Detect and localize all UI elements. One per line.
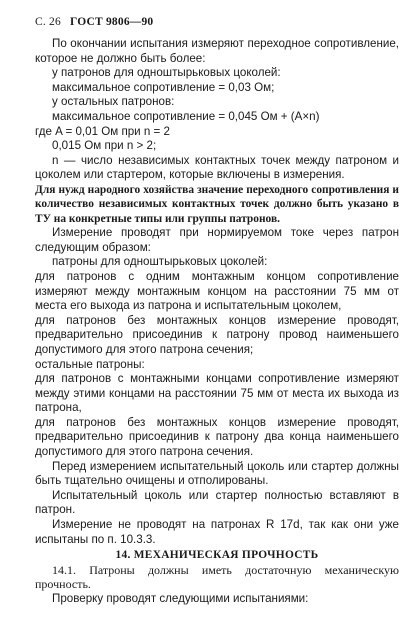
paragraph: для патронов с одним монтажным концом сопротивление измеряют между монтажным концом на расстоянии 75 мм от места его выхода из патрона и испытательным цоколем, <box>35 269 399 313</box>
paragraph: 14.1. Патроны должны иметь достаточную механическую прочность. <box>35 562 399 592</box>
paragraph: n — число независимых контактных точек между патроном и цоколем или стартером, которые включены в измерения. <box>35 153 399 182</box>
paragraph: для патронов без монтажных концов измерение проводят, предварительно присоединив к патрону два конца наименьшего допустимого для этого патрона сечения. <box>35 415 399 459</box>
section-heading: 14. МЕХАНИЧЕСКАЯ ПРОЧНОСТЬ <box>115 549 319 562</box>
paragraph: Перед измерением испытательный цоколь или стартер должны быть тщательно очищены и отполированы. <box>35 459 399 488</box>
paragraph: для патронов без монтажных концов измерение проводят, предварительно присоединив к патрону провод наименьшего допустимого для этого патрона сечения; <box>35 313 399 356</box>
paragraph: для патронов с монтажными концами сопротивление измеряют между этими концами на расстоянии 75 мм от места их выхода из патрона, <box>35 372 399 415</box>
page-number: С. 26 <box>35 16 61 28</box>
paragraph: остальные патроны: <box>35 357 145 371</box>
paragraph: Измерение не проводят на патронах R 17d, так как они уже испытаны по п. 10.3.3. <box>35 518 399 546</box>
paragraph: Испытательный цоколь или стартер полностью вставляют в патрон. <box>35 488 399 517</box>
paragraph: Измерение проводят при нормируемом токе через патрон следующим образом: <box>35 226 399 254</box>
document-body <box>35 37 399 607</box>
formula-line: максимальное сопротивление = 0,045 Ом + (A×n) <box>52 109 320 123</box>
paragraph: максимальное сопротивление = 0,03 Ом; <box>52 80 275 94</box>
paragraph: По окончании испытания измеряют переходное сопротивление, которое не должно быть более: <box>35 37 399 65</box>
standard-number: ГОСТ 9806—90 <box>70 16 154 28</box>
formula-condition: 0,015 Ом при n > 2; <box>52 139 157 153</box>
paragraph: у остальных патронов: <box>52 95 175 109</box>
page-header <box>35 16 153 28</box>
formula-condition: где A = 0,01 Ом при n = 2 <box>35 124 170 138</box>
paragraph: Проверку проводят следующими испытаниями: <box>52 592 309 605</box>
bold-note: Для нужд народного хозяйства значение переходного сопротивления и количество независимых контактных точек должно быть указано в ТУ на конкретные типы или группы патронов. <box>35 183 399 225</box>
paragraph: патроны для одноштырьковых цоколей: <box>52 255 268 269</box>
paragraph: у патронов для одноштырьковых цоколей: <box>52 66 281 80</box>
